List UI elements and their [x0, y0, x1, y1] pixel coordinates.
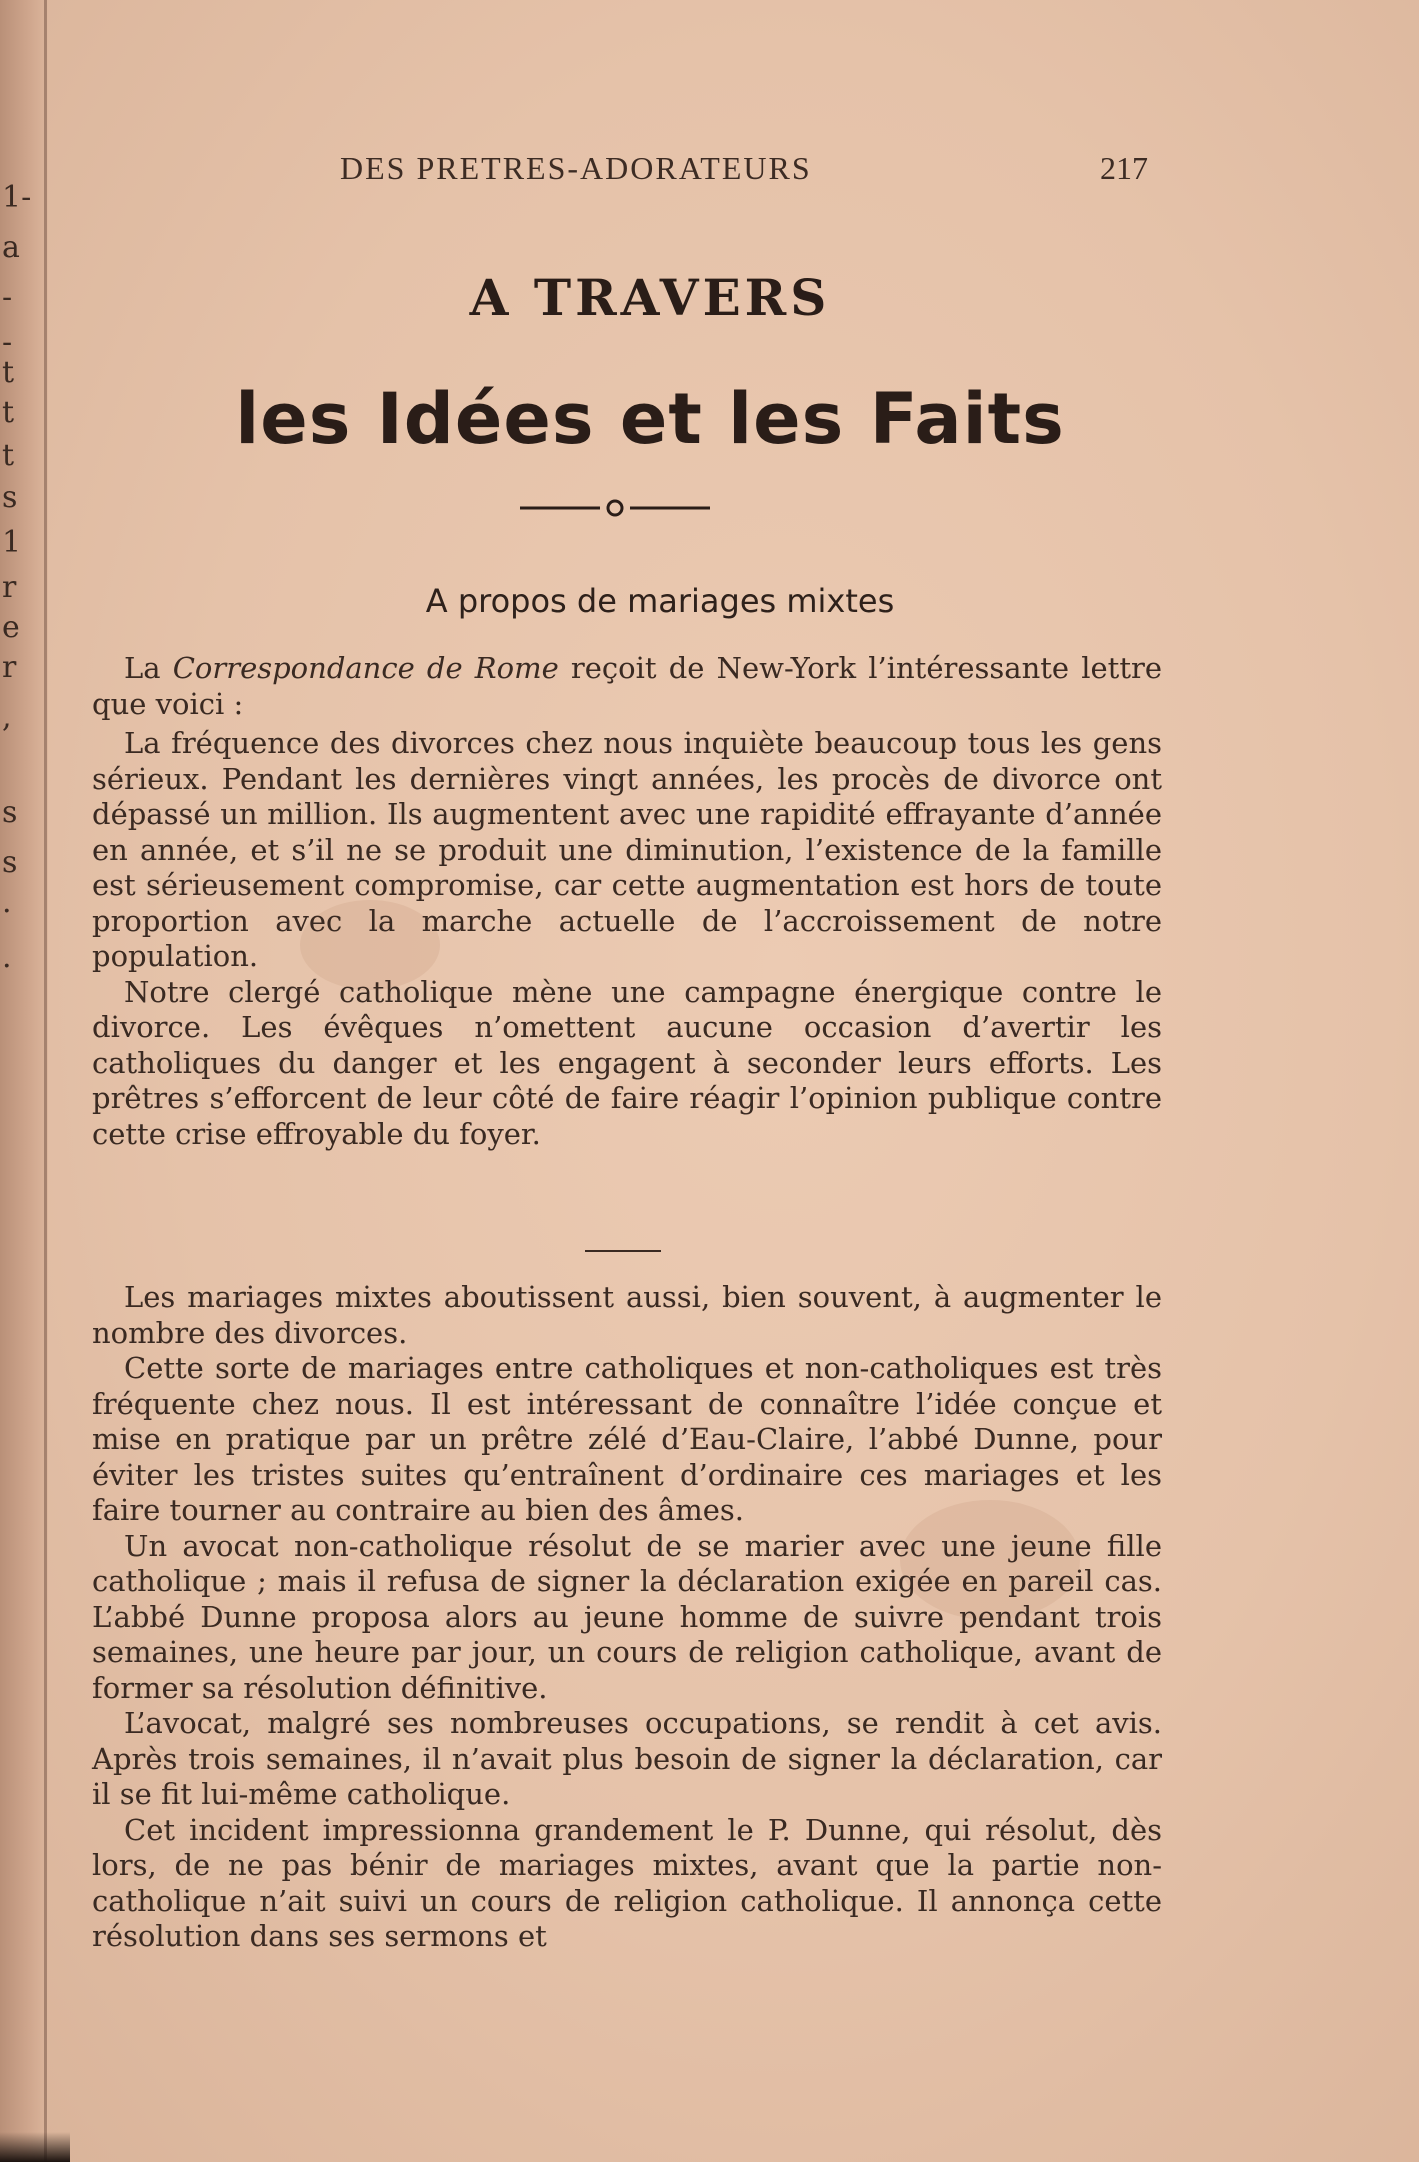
paragraph: La fréquence des divorces chez nous inquiète beaucoup tous les gens sérieux. Pendant les dernières vingt années, les procès de divorce ont dépassé un million. Ils augmentent avec une rapidité effrayante d’année en année, et s’il ne se produit une diminution, l’existence de la famille est sérieusement compromise, car cette augmentation est hors de toute proportion avec la marche actuelle de l’accroissement de notre population.: [92, 726, 1162, 973]
section-separator: [585, 1250, 661, 1252]
heading-line-2: les Idées et les Faits: [235, 378, 1065, 460]
paragraph: Notre clergé catholique mène une campagne énergique contre le divorce. Les évêques n’omettent aucune occasion d’avertir les catholiques du danger et les engagent à seconder leurs efforts. Les prêtres s’efforcent de leur côté de faire réagir l’opinion publique contre cette crise effroyable du foyer.: [92, 974, 1162, 1151]
paragraph-lead: La: [124, 651, 173, 685]
margin-char: t: [2, 395, 15, 430]
margin-char: ,: [2, 700, 12, 735]
margin-char: s: [2, 795, 18, 830]
paragraph: Cette sorte de mariages entre catholiques et non-catholiques est très fréquente chez nous. Il est intéressant de connaître l’idée conçue et mise en pratique par un prêtre zélé d’Eau-Claire, l’abbé Dunne, pour éviter les tristes suites qu’entraînent d’ordinaire ces mariages et les faire tourner au contraire au bien des âmes.: [92, 1351, 1162, 1527]
margin-char: 1: [2, 525, 22, 560]
margin-char: a: [2, 230, 20, 265]
publication-title: Correspondance de Rome: [172, 651, 559, 685]
paragraph: Un avocat non-catholique résolut de se marier avec une jeune fille catholique ; mais il refusa de signer la déclaration exigée en pareil cas. L’abbé Dunne proposa alors au jeune homme de suivre pendant trois semaines, une heure par jour, un cours de religion catholique, avant de former sa résolution définitive.: [92, 1528, 1162, 1705]
margin-char: -: [2, 325, 13, 360]
running-head: DES PRETRES-ADORATEURS: [340, 150, 812, 186]
article-body-part-1: [92, 651, 1162, 1152]
section-title: A propos de mariages mixtes: [425, 582, 895, 620]
paragraph: L’avocat, malgré ses nombreuses occupations, se rendit à cet avis. Après trois semaines, il n’avait plus besoin de signer la déclaration, car il se fit lui-même catholique.: [92, 1706, 1162, 1811]
article-body-part-2: [92, 1280, 1162, 1955]
margin-char: t: [2, 438, 15, 473]
page-number: 217: [1100, 150, 1148, 186]
heading-line-1: A TRAVERS: [469, 268, 831, 327]
paragraph: [92, 651, 1162, 722]
paragraph-text: reçoit de New-York l’intéressante lettre que voici :: [92, 651, 1162, 721]
margin-char: r: [2, 650, 17, 685]
margin-char: t: [2, 355, 15, 390]
margin-char: s: [2, 480, 18, 515]
margin-char: 1-: [2, 180, 32, 215]
margin-char: s: [2, 845, 18, 880]
margin-char: -: [2, 280, 13, 315]
paragraph: Les mariages mixtes aboutissent aussi, bien souvent, à augmenter le nombre des divorces.: [92, 1280, 1162, 1350]
margin-char: e: [2, 610, 20, 645]
margin-char: .: [2, 940, 12, 975]
margin-char: .: [2, 885, 12, 920]
ornament-divider: [520, 498, 710, 518]
page-corner-shadow: [0, 2132, 70, 2162]
paragraph: Cet incident impressionna grandement le P. Dunne, qui résolut, dès lors, de ne pas bénir de mariages mixtes, avant que la partie non-catholique n’ait suivi un cours de religion catholique. Il annonça cette résolution dans ses sermons et: [92, 1812, 1162, 1953]
margin-char: r: [2, 570, 17, 605]
